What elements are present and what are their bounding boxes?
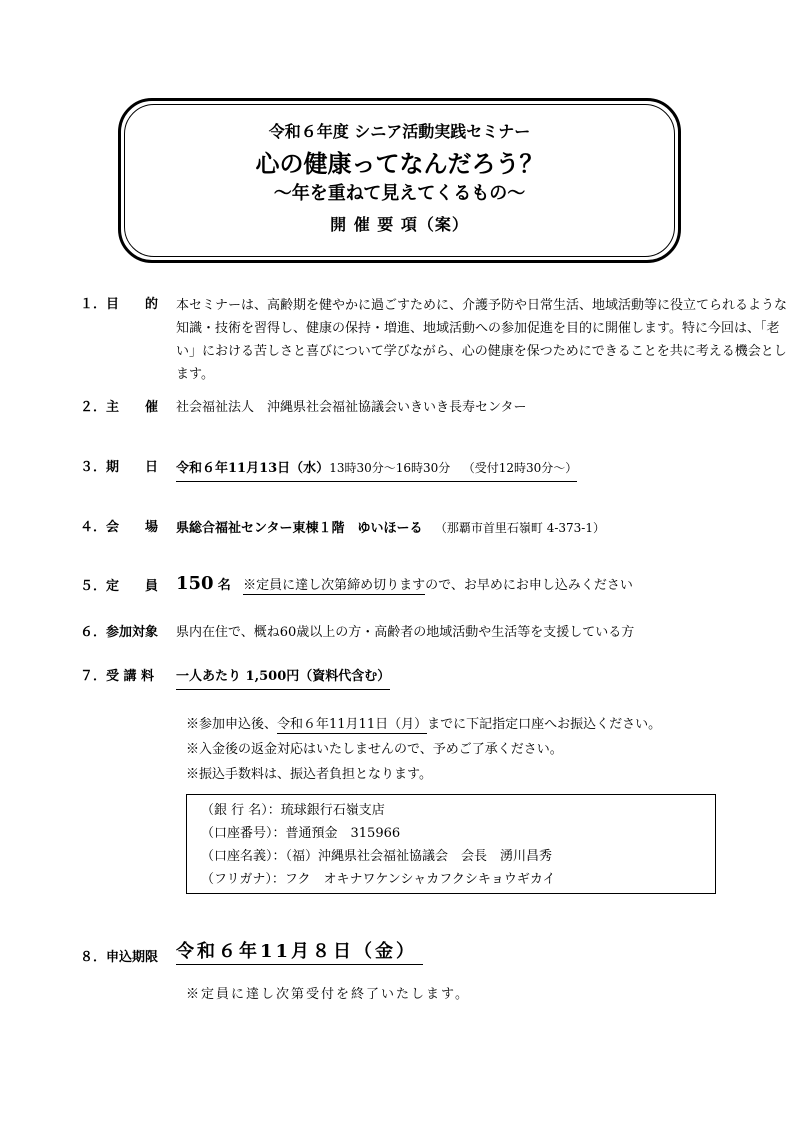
bank-row: （銀 行 名）：琉球銀行石嶺支店: [201, 803, 385, 818]
payment-note-2: ※入金後の返金対応はいたしませんので、予めご了承ください。: [186, 742, 563, 757]
bank-row: （口座名義）：（福）沖縄県社会福祉協議会 会長 湧川昌秀: [201, 849, 553, 864]
capacity-unit: 名: [217, 578, 231, 593]
organizer-text: 社会福祉法人 沖縄県社会福祉協議会いきいき長寿センター: [176, 400, 527, 415]
payment-note-1-suffix: までに下記指定口座へお振込ください。: [427, 717, 662, 732]
date-label: ３．期 日: [80, 460, 159, 475]
deadline-note: ※定員に達し次第受付を終了いたします。: [186, 987, 470, 1002]
payment-notes: [186, 712, 661, 787]
capacity-number: 150: [176, 573, 214, 594]
payment-note-3: ※振込手数料は、振込者負担となります。: [186, 767, 432, 782]
title-box: [118, 98, 681, 263]
target-text: 県内在住で、概ね60歳以上の方・高齢者の地域活動や生活等を支援している方: [176, 625, 635, 640]
deadline-label: ８．申込期限: [80, 950, 159, 965]
fee-label: ７．受 講 料: [80, 669, 155, 684]
event-main-title: 心の健康ってなんだろう？: [255, 150, 544, 178]
payment-note-1: [186, 712, 661, 737]
deadline-date: 令和６年11月８日（金）: [176, 941, 423, 965]
event-day: 令和６年11月13日（水）: [176, 461, 330, 476]
purpose-text: 本セミナーは、高齢期を健やかに過ごすために、介護予防や日常生活、地域活動等に役立てられるような知識・技術を習得し、健康の保持・増進、地域活動への参加促進を目的に開催します。特に今回は、「老い」における苦しさと喜びについて学びながら、心の健康を保つためにできることを共に考える機会とします。: [176, 298, 788, 382]
capacity-note-underlined: ※定員に達し次第締め切ります: [243, 578, 426, 593]
bank-row: （フリガナ）：フク オキナワケンシャカフクシキョウギカイ: [201, 872, 556, 887]
event-time: 13時30分～16時30分: [329, 461, 451, 475]
date-value: [176, 457, 577, 482]
event-series-title: 令和６年度 シニア活動実践セミナー: [268, 122, 531, 141]
event-subtitle: ～年を重ねて見えてくるもの～: [273, 183, 526, 204]
target-label: ６．参加対象: [80, 625, 159, 640]
payment-note-1-prefix: ※参加申込後、: [186, 717, 278, 732]
capacity-note-rest: ので、お早めにお申し込みください: [425, 578, 633, 593]
venue-address: （那覇市首里石嶺町 4-373-1）: [434, 521, 605, 535]
venue-label: ４．会 場: [80, 520, 159, 535]
payment-due-date: 令和６年11月11日（月）: [277, 717, 428, 732]
fee-text: 一人あたり 1,500円（資料代含む）: [176, 666, 390, 690]
venue-name: 県総合福祉センター東棟１階 ゆいほーる: [176, 521, 423, 536]
purpose-label: １．目 的: [80, 297, 159, 312]
document-type-title: 開 催 要 項（案）: [330, 215, 469, 234]
capacity-value: [176, 573, 633, 597]
capacity-label: ５．定 員: [80, 579, 159, 594]
reception-time: （受付12時30分～）: [462, 461, 578, 475]
organizer-label: ２．主 催: [80, 400, 159, 415]
bank-info-box: [186, 794, 716, 894]
bank-row: （口座番号）：普通預金 315966: [201, 826, 401, 841]
venue-value: [176, 517, 605, 540]
